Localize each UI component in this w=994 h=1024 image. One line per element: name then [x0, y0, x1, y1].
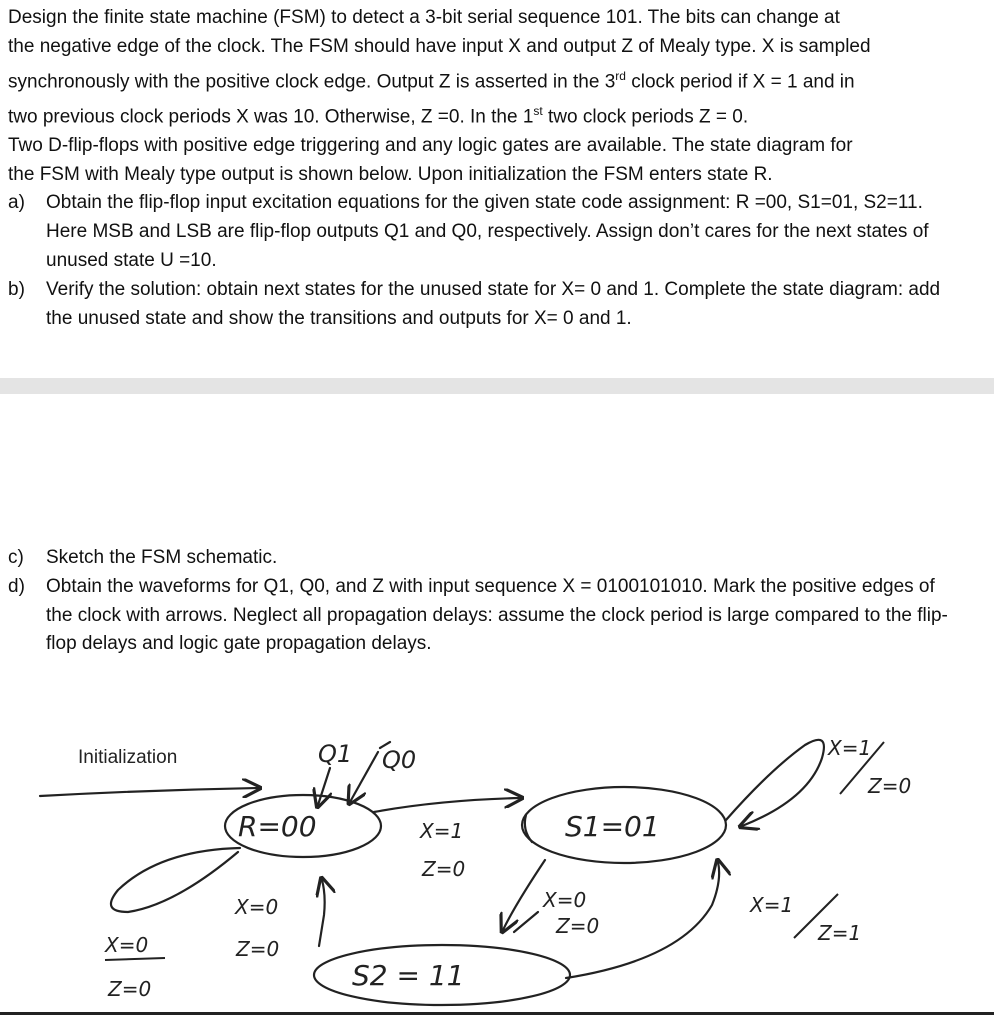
q1-arrow	[318, 768, 330, 805]
edge-s1-self-input: X=1	[828, 736, 872, 760]
intro-line-5: Two D-flip-flops with positive edge triggering and any logic gates are available. The state diagram for	[8, 134, 853, 156]
edge-s1-s2	[503, 860, 545, 930]
question-d-label: d)	[8, 575, 25, 597]
edge-s2-r-output: Z=0	[236, 937, 280, 961]
edge-r-s1-input: X=1	[420, 819, 464, 843]
q1-label: Q1	[318, 740, 353, 768]
edge-r-s1	[374, 798, 520, 812]
edge-s2-r	[319, 880, 325, 946]
edge-s1-self	[726, 740, 824, 826]
intro-line-6: the FSM with Mealy type output is shown below. Upon initialization the FSM enters state R.	[8, 163, 773, 185]
edge-s1-s2-input: X=0	[543, 888, 587, 912]
q0-label: Q0	[382, 746, 417, 774]
question-a-text: Obtain the flip-flop input excitation equations for the given state code assignment: R =00, S1=01, S2=11. Here MSB and LSB are flip-flop outputs Q1 and Q0, respectively. Assign don’t cares for the next states of unused state U =10.	[46, 192, 929, 272]
state-s2-label: S2 = 11	[352, 959, 465, 992]
question-c-label: c)	[8, 547, 24, 568]
question-b-text: Verify the solution: obtain next states for the unused state for X= 0 and 1. Complete the state diagram: add the unused state and show the transitions and outputs for X= 0 and 1.	[46, 278, 941, 329]
question-d-text: Obtain the waveforms for Q1, Q0, and Z with input sequence X = 0100101010. Mark the positive edges of the clock with arrows. Neglect all propagation delays: assume the clock period is large compared to the flip-flop delays and logic gate propagation delays.	[46, 575, 948, 655]
edge-r-self	[111, 848, 240, 912]
initialization-label: Initialization	[78, 747, 178, 768]
intro-line-1: Design the finite state machine (FSM) to detect a 3-bit serial sequence 101. The bits can change at	[8, 7, 840, 28]
state-s1-label: S1=01	[565, 810, 660, 843]
edge-r-s1-output: Z=0	[422, 857, 466, 881]
question-a-label: a)	[8, 192, 25, 214]
state-r-label: R=00	[238, 810, 317, 843]
edge-s1-self-output: Z=0	[868, 774, 912, 798]
edge-s2-s1-input: X=1	[750, 893, 794, 917]
intro-line-2: the negative edge of the clock. The FSM should have input X and output Z of Mealy type. X is sampled	[8, 35, 871, 57]
intro-line-3: synchronously with the positive clock edge. Output Z is asserted in the 3rd clock period if X = 1 and in	[8, 68, 855, 92]
edge-s2-r-input: X=0	[235, 895, 279, 919]
intro-line-4: two previous clock periods X was 10. Otherwise, Z =0. In the 1st two clock periods Z = 0.	[8, 103, 749, 128]
edge-r-self-input: X=0	[105, 933, 149, 957]
question-c-text: Sketch the FSM schematic.	[46, 547, 278, 568]
edge-s1-s2-output: Z=0	[556, 914, 600, 938]
init-arrow	[40, 788, 258, 796]
q0-arrow	[350, 752, 378, 802]
edge-r-self-output: Z=0	[108, 977, 152, 1001]
question-b-label: b)	[8, 278, 25, 300]
edge-s2-s1-output: Z=1	[818, 921, 862, 945]
bottom-rule	[0, 1012, 994, 1015]
